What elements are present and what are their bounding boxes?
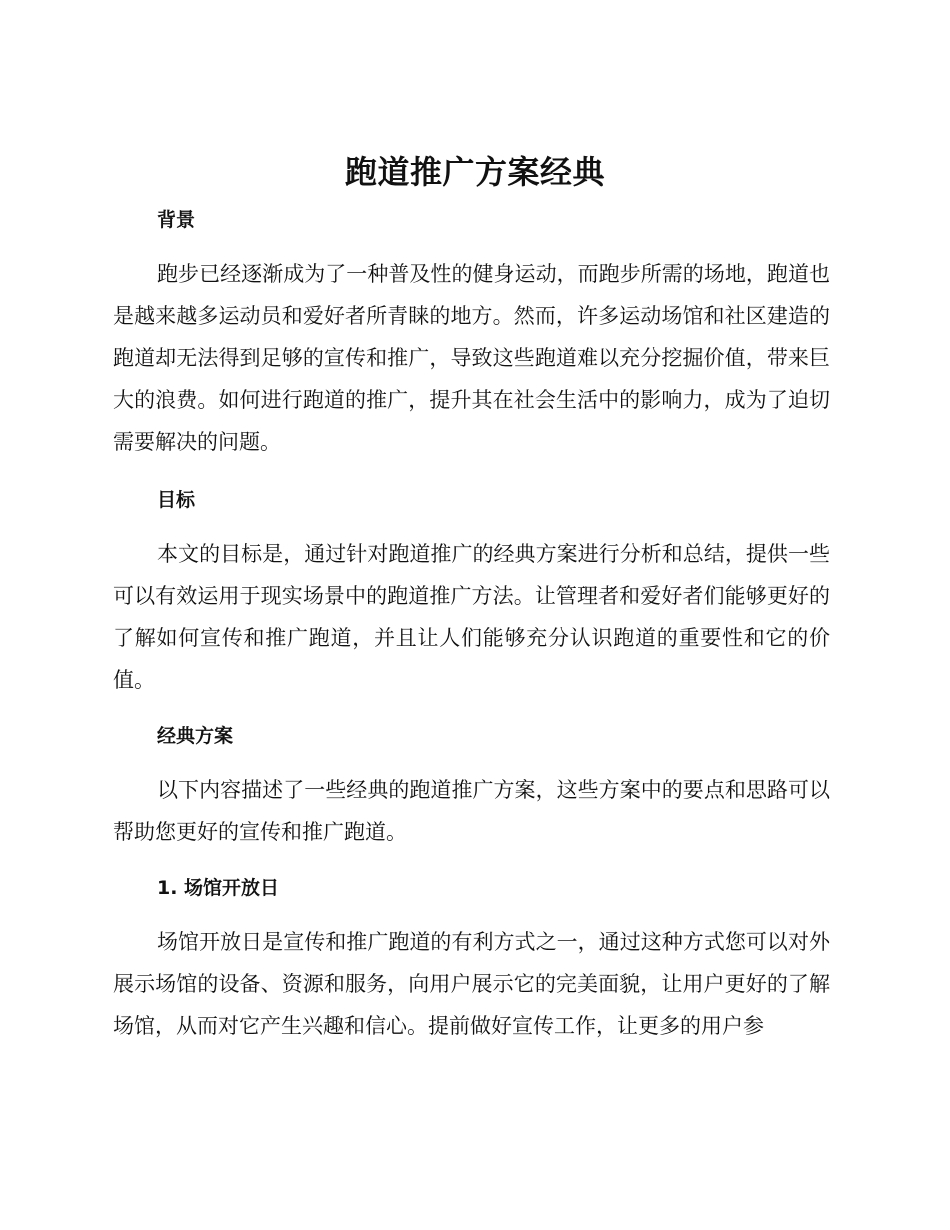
section-heading-background: 背景 xyxy=(157,209,196,231)
section-heading-goal: 目标 xyxy=(157,489,196,511)
section-paragraph-background: 跑步已经逐渐成为了一种普及性的健身运动，而跑步所需的场地，跑道也是越来越多运动员和爱好者所青睐的地方。然而，许多运动场馆和社区建造的跑道却无法得到足够的宣传和推广，导致这些跑道难以充分挖掘价值，带来巨大的浪费。如何进行跑道的推广，提升其在社会生活中的影响力，成为了迫切需要解决的问题。 xyxy=(113,262,830,454)
section-heading-classic-plans: 经典方案 xyxy=(157,725,234,747)
section-paragraph-classic-plans: 以下内容描述了一些经典的跑道推广方案，这些方案中的要点和思路可以帮助您更好的宣传和推广跑道。 xyxy=(113,778,830,844)
section-heading-open-day: 1. 场馆开放日 xyxy=(157,877,280,899)
section-paragraph-open-day: 场馆开放日是宣传和推广跑道的有利方式之一，通过这种方式您可以对外展示场馆的设备、资源和服务，向用户展示它的完美面貌，让用户更好的了解场馆，从而对它产生兴趣和信心。提前做好宣传工作，让更多的用户参 xyxy=(113,930,830,1038)
section-paragraph-goal: 本文的目标是，通过针对跑道推广的经典方案进行分析和总结，提供一些可以有效运用于现实场景中的跑道推广方法。让管理者和爱好者们能够更好的了解如何宣传和推广跑道，并且让人们能够充分认识跑道的重要性和它的价值。 xyxy=(113,542,830,692)
document-title: 跑道推广方案经典 xyxy=(344,153,605,191)
